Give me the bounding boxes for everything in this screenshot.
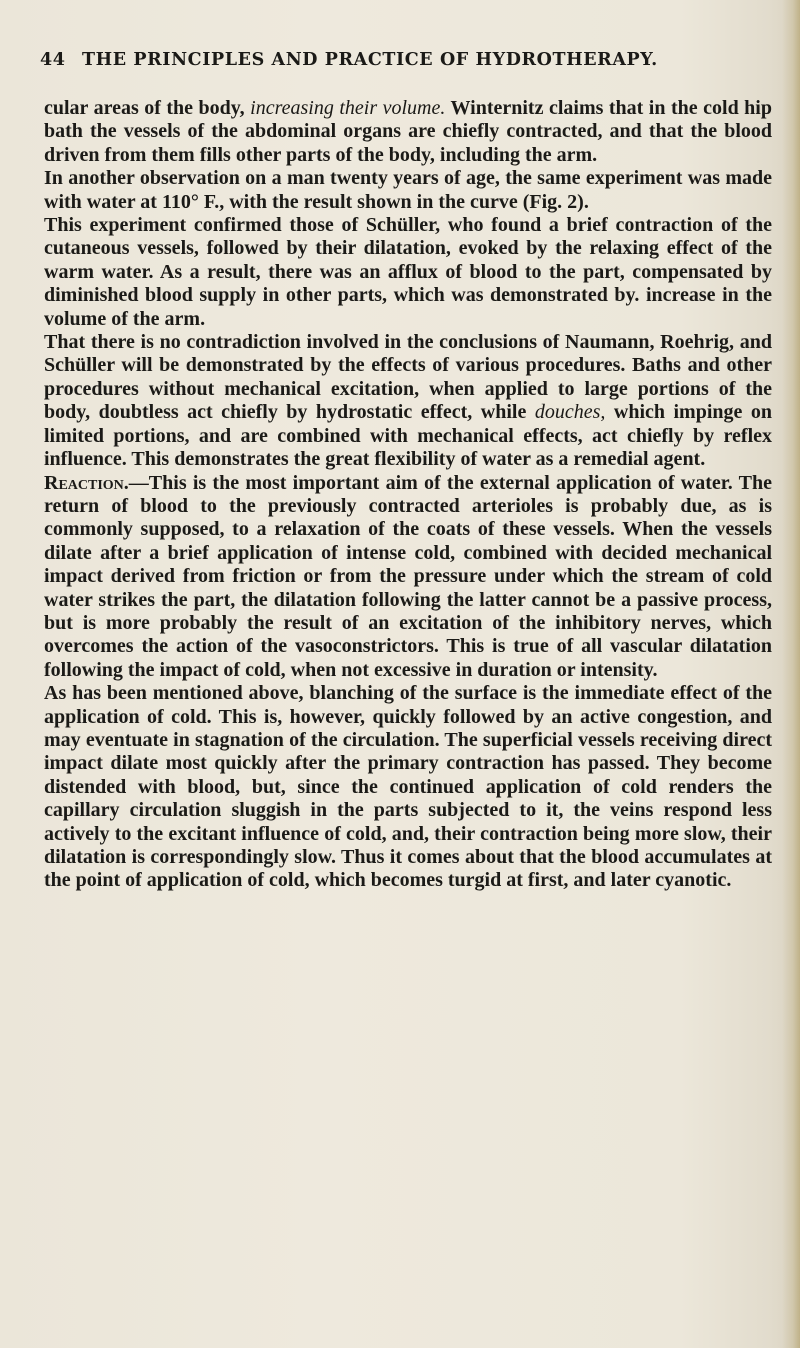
paragraph-1-emphasis: increasing their volume. — [250, 97, 446, 119]
page-edge-shadow — [782, 0, 800, 1348]
running-header — [40, 50, 700, 78]
paragraph-3: This experiment confirmed those of Schüller, who found a brief contraction of the cutaneous vessels, followed by their dilatation, evoked by the relaxing effect of the warm water. As a result, there was an afflux of blood to the part, compensated by diminished blood supply in other parts, which was demonstrated by. increase in the volume of the arm. — [44, 214, 772, 330]
paragraph-5-text: —This is the most important aim of the external application of water. The return of blood to the previously contracted arterioles is probably due, as is commonly supposed, to a relaxation of the coats of these vessels. When the vessels dilate after a brief application of intense cold, combined with decided mechanical impact derived from friction or from the pressure under which the stream of cold water strikes the part, the dilatation following the latter cannot be a passive process, but is more probably the result of an excitation of the inhibitory nerves, which overcomes the action of the vasoconstrictors. This is true of all vascular dilatation following the impact of cold, when not excessive in duration or intensity. — [44, 471, 772, 681]
paragraph-4-text-a: That there is no contradiction involved in the conclusions of Naumann, Roehrig, and Schüller will be demonstrated by the effects of various procedures. Baths and other procedures without mechanical excitation, when applied to large portions of the body, doubtless act chiefly by hydrostatic effect, while — [44, 331, 772, 424]
paragraph-4-emphasis: douches, — [534, 401, 606, 424]
paragraph-1-text-a: cular areas of the body, — [44, 97, 251, 119]
paragraph-5 — [44, 472, 772, 683]
running-title: THE PRINCIPLES AND PRACTICE OF HYDROTHERAPY. — [82, 50, 658, 70]
paragraph-2: In another observation on a man twenty years of age, the same experiment was made with water at 110° F., with the result shown in the curve (Fig. 2). — [44, 167, 772, 213]
body-text — [44, 97, 772, 893]
paragraph-1-text-b: Winternitz claims that in the cold hip bath the vessels of the abdominal organs are chiefly contracted, and that the blood driven from them fills other parts of the body, including the arm. — [44, 97, 772, 166]
paragraph-1 — [44, 97, 772, 167]
paragraph-4-text-b: which impinge on limited portions, and are combined with mechanical effects, act chiefly by reflex influence. This demonstrates the great flexibility of water as a remedial agent. — [44, 401, 772, 471]
page-number: 44 — [40, 50, 66, 70]
paragraph-6: As has been mentioned above, blanching of the surface is the immediate effect of the application of cold. This is, however, quickly followed by an active congestion, and may eventuate in stagnation of the circulation. The superficial vessels receiving direct impact dilate most quickly after the primary contraction has passed. They become distended with blood, but, since the continued application of cold renders the capillary circulation sluggish in the parts subjected to it, the veins respond less actively to the excitant influence of cold, and, their contraction being more slow, their dilatation is correspondingly slow. Thus it comes about that the blood accumulates at the point of application of cold, which becomes turgid at first, and later cyanotic. — [44, 682, 772, 892]
section-heading-reaction: Reaction. — [44, 471, 129, 494]
paragraph-4 — [44, 331, 772, 471]
